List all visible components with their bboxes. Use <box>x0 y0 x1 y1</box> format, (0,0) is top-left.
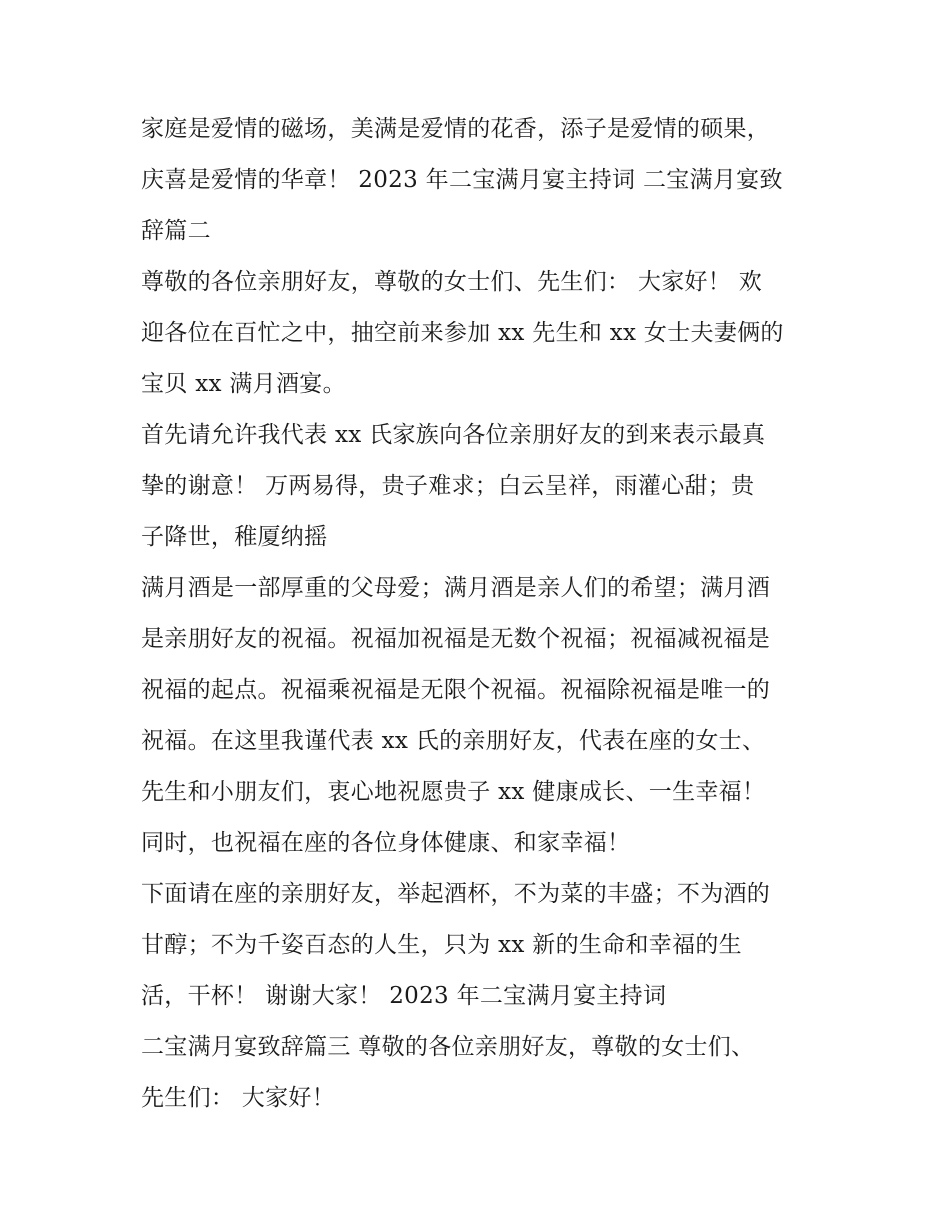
text-line: 下面请在座的亲朋好友，举起酒杯，不为菜的丰盛；不为酒的 <box>141 881 771 907</box>
text-line: 祝福的起点。祝福乘祝福是无限个祝福。祝福除祝福是唯一的 <box>141 677 771 703</box>
text-line: 是亲朋好友的祝福。祝福加祝福是无数个祝福；祝福减祝福是 <box>141 626 771 652</box>
text-line: 庆喜是爱情的华章！ 2023 年二宝满月宴主持词 二宝满月宴致 <box>141 167 783 193</box>
text-line: 甘醇；不为千姿百态的人生，只为 xx 新的生命和幸福的生 <box>141 932 742 958</box>
text-line: 辞篇二 <box>141 218 211 244</box>
text-line: 满月酒是一部厚重的父母爱；满月酒是亲人们的希望；满月酒 <box>141 575 771 601</box>
text-line: 先生和小朋友们，衷心地祝愿贵子 xx 健康成长、一生幸福！ <box>141 779 766 805</box>
text-line: 首先请允许我代表 xx 氏家族向各位亲朋好友的到来表示最真 <box>141 422 766 448</box>
text-line: 尊敬的各位亲朋好友，尊敬的女士们、先生们： 大家好！ 欢 <box>141 269 763 295</box>
text-line: 宝贝 xx 满月酒宴。 <box>141 371 346 397</box>
text-line: 家庭是爱情的磁场，美满是爱情的花香，添子是爱情的硕果， <box>141 116 771 142</box>
text-line: 同时，也祝福在座的各位身体健康、和家幸福！ <box>141 830 631 856</box>
text-line: 祝福。在这里我谨代表 xx 氏的亲朋好友，代表在座的女士、 <box>141 728 766 754</box>
text-line: 子降世，稚厦纳摇 <box>141 524 328 550</box>
text-line: 挚的谢意！ 万两易得，贵子难求；白云呈祥，雨灌心甜；贵 <box>141 473 755 499</box>
text-line: 二宝满月宴致辞篇三 尊敬的各位亲朋好友，尊敬的女士们、 <box>141 1034 755 1060</box>
text-line: 迎各位在百忙之中，抽空前来参加 xx 先生和 xx 女士夫妻俩的 <box>141 320 784 346</box>
document-body <box>141 104 821 1124</box>
text-line: 活，干杯！ 谢谢大家！ 2023 年二宝满月宴主持词 <box>141 983 667 1009</box>
text-line: 先生们： 大家好！ <box>141 1085 336 1111</box>
